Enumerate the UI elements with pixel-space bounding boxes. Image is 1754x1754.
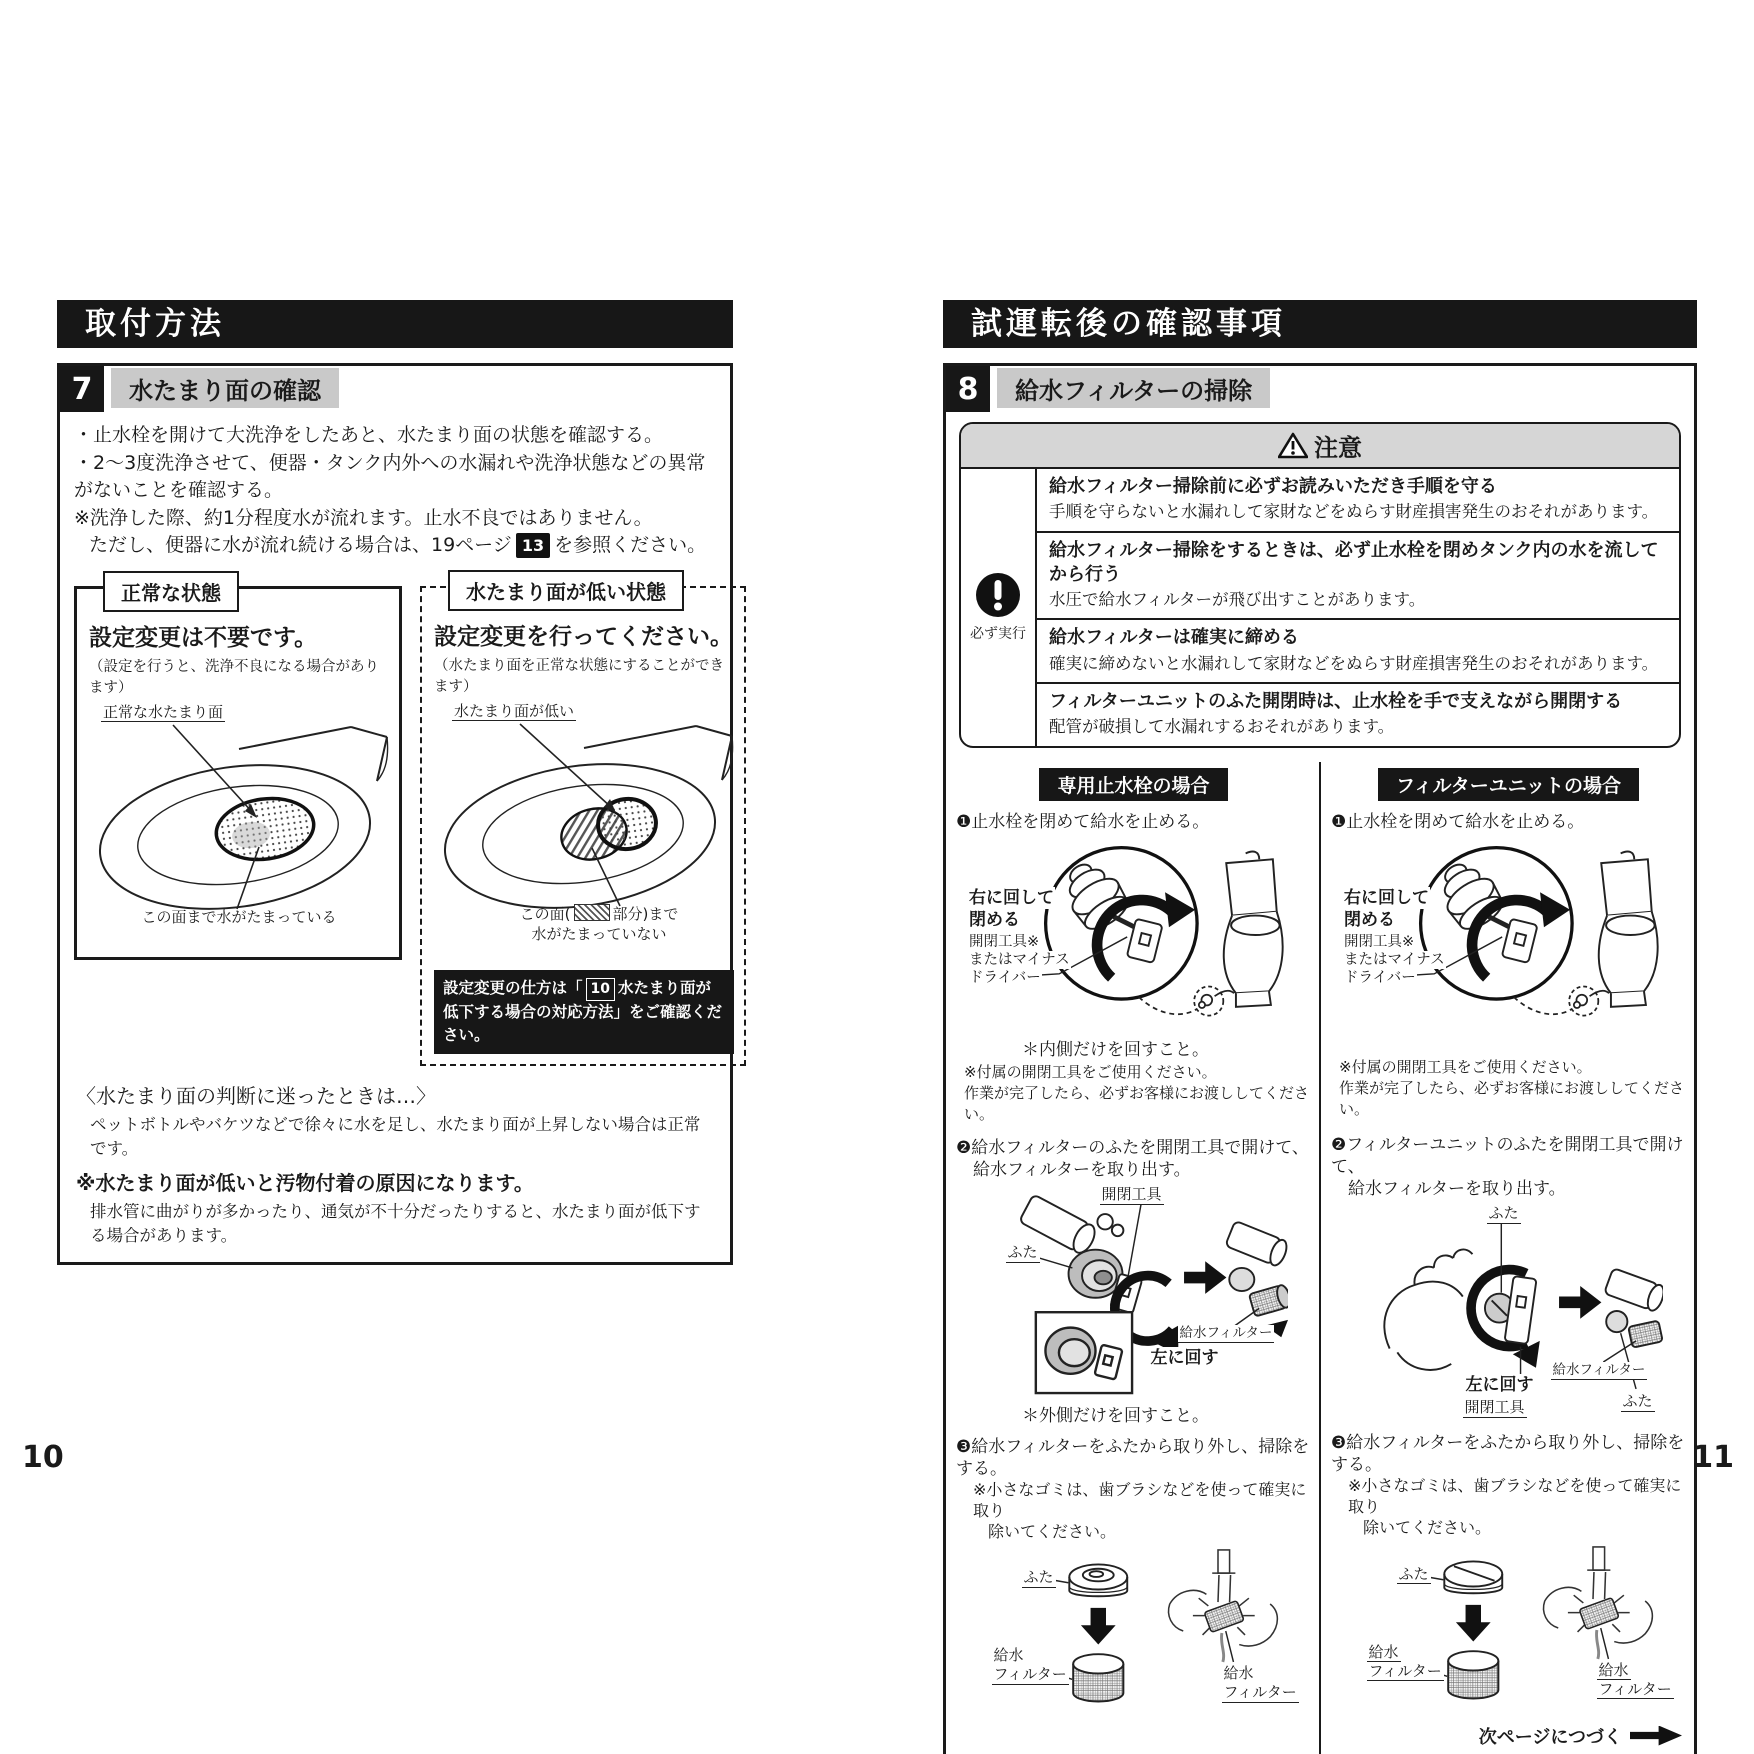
toilet-bowl-top-view-low bbox=[434, 722, 734, 922]
turn-right-label: 右に回して bbox=[1344, 887, 1429, 908]
close-label: 閉める bbox=[969, 909, 1020, 930]
page-11 bbox=[943, 300, 1697, 1754]
note-text: 設定変更の仕方は「 bbox=[443, 978, 583, 997]
ref-text: ただし、便器に水が流れ続ける場合は、19ページ bbox=[89, 534, 512, 557]
filter-label-line1: 給水 bbox=[993, 1646, 1024, 1665]
filter-clean-figure bbox=[1359, 1545, 1672, 1713]
mandatory-label: 必ず実行 bbox=[970, 625, 1026, 642]
caution-rows bbox=[1037, 469, 1679, 746]
lid-label: ふた bbox=[1007, 1242, 1038, 1261]
tool-usage-note: ※付属の開閉工具をご使用ください。 bbox=[1339, 1057, 1592, 1076]
low-subheading: （水たまり面を正常な状態にすることができます） bbox=[434, 657, 724, 695]
toilet-side-view bbox=[1599, 851, 1658, 1006]
column-stop-valve bbox=[946, 762, 1321, 1754]
filter-label-line2: フィルター bbox=[993, 1665, 1067, 1684]
section-ref-badge: 10 bbox=[586, 978, 615, 1001]
caution-body bbox=[961, 469, 1679, 746]
section-title: 水たまり面の確認 bbox=[111, 368, 339, 408]
caution-rule: 給水フィルター掃除前に必ずお読みいただき手順を守る bbox=[1049, 476, 1497, 497]
filter-remove-drawing bbox=[980, 1185, 1288, 1399]
section-number: 8 bbox=[946, 366, 990, 412]
judgement-title: 〈水たまり面の判断に迷ったときは…〉 bbox=[76, 1084, 436, 1109]
normal-heading: 設定変更は不要です。 bbox=[89, 624, 318, 651]
step-3-line3: 除いてください。 bbox=[988, 1521, 1117, 1541]
toilet-bowl-top-view bbox=[89, 723, 389, 923]
tool-label: 開閉工具※ bbox=[969, 933, 1040, 950]
tool-usage-note: ※付属の開閉工具をご使用ください。 bbox=[964, 1062, 1217, 1081]
caution-detail: 手順を守らないと水漏れして家財などをぬらす財産損害発生のおそれがあります。 bbox=[1049, 502, 1659, 522]
water-low-label: 水たまり面が低い bbox=[454, 701, 575, 720]
normal-subheading: （設定を行うと、洗浄不良になる場合があります） bbox=[89, 658, 379, 696]
bullet-line: ※洗浄した際、約1分程度水が流れます。止水不良ではありません。 bbox=[74, 506, 653, 529]
tool-label: 開閉工具 bbox=[1101, 1184, 1162, 1203]
section-7-head bbox=[60, 366, 730, 412]
water-level-note: この面まで水がたまっている bbox=[141, 907, 337, 926]
filter-remove-figure bbox=[980, 1185, 1288, 1399]
section-8-box bbox=[943, 363, 1697, 1754]
turn-left-label: 左に回す bbox=[1150, 1347, 1219, 1368]
column-filter-unit bbox=[1321, 762, 1694, 1754]
filter-label-line2: フィルター bbox=[1598, 1679, 1672, 1698]
filter-unit-remove-figure bbox=[1355, 1204, 1663, 1418]
next-arrow-icon bbox=[1184, 1261, 1226, 1294]
step-3-line1: ❸給水フィルターをふたから取り外し、掃除をする。 bbox=[1331, 1432, 1685, 1476]
column-header-stop-valve: 専用止水栓の場合 bbox=[1039, 768, 1227, 801]
judgement-help bbox=[76, 1080, 714, 1246]
step-2-line1: ❷給水フィルターのふたを開閉工具で開けて、 bbox=[956, 1137, 1309, 1158]
inset-magnified-cap bbox=[1035, 1312, 1131, 1393]
procedure-columns bbox=[946, 762, 1694, 1754]
continue-arrow-icon bbox=[1630, 1726, 1682, 1746]
check-instructions bbox=[74, 422, 716, 560]
note-text: 水がたまっていない bbox=[531, 924, 667, 943]
next-arrow-icon bbox=[1559, 1286, 1601, 1319]
tool-label: またはマイナス bbox=[969, 951, 1070, 968]
page-title-after-test: 試運転後の確認事項 bbox=[943, 300, 1697, 348]
caution-row bbox=[1037, 533, 1679, 621]
step-3-line1: ❸給水フィルターをふたから取り外し、掃除をする。 bbox=[956, 1436, 1310, 1479]
outer-turn-note: ＊外側だけを回すこと。 bbox=[1022, 1405, 1209, 1426]
column-header-filter-unit: フィルターユニットの場合 bbox=[1378, 768, 1639, 801]
step-2 bbox=[956, 1137, 1311, 1181]
step-1: ❶止水栓を閉めて給水を止める。 bbox=[956, 811, 1210, 832]
step-2 bbox=[1331, 1134, 1686, 1200]
lid-label: ふた bbox=[1488, 1203, 1519, 1222]
stop-valve-close-figure bbox=[966, 837, 1301, 1033]
continue-next-page bbox=[1331, 1723, 1686, 1749]
filter-label-line1: 給水 bbox=[1368, 1642, 1399, 1661]
note-text: 部分)まで bbox=[612, 904, 679, 923]
judgement-line: 排水管に曲がりが多かったり、通気が不十分だったりすると、水たまり面が低下する場合があります。 bbox=[90, 1202, 701, 1246]
step-2-line2: 給水フィルターを取り出す。 bbox=[1348, 1178, 1566, 1199]
section-8-head bbox=[946, 366, 1694, 412]
caution-rule: 給水フィルター掃除をするときは、必ず止水栓を閉めタンク内の水を流してから行う bbox=[1049, 539, 1659, 585]
tool-label: 開閉工具※ bbox=[1344, 933, 1415, 950]
note-text: この面( bbox=[519, 904, 571, 923]
step-2-line1: ❷フィルターユニットのふたを開閉工具で開けて、 bbox=[1331, 1134, 1684, 1177]
step-3-line2: ※小さなゴミは、歯ブラシなどを使って確実に取り bbox=[973, 1480, 1307, 1520]
caution-box bbox=[959, 422, 1681, 748]
judgement-line: ペットボトルやバケツなどで徐々に水を足し、水たまり面が上昇しない場合は正常です。 bbox=[90, 1115, 701, 1159]
tool-label: ドライバー bbox=[969, 969, 1041, 986]
toilet-side-view bbox=[1224, 851, 1283, 1006]
filter-label-line1: 給水 bbox=[1223, 1664, 1254, 1683]
normal-state-box bbox=[74, 580, 402, 960]
section-title: 給水フィルターの掃除 bbox=[997, 368, 1270, 408]
caution-row bbox=[1037, 684, 1679, 746]
hand-outline bbox=[1384, 1249, 1472, 1369]
caution-detail: 確実に締めないと水漏れして家財などをぬらす財産損害発生のおそれがあります。 bbox=[1049, 653, 1659, 673]
continue-text: 次ページにつづく bbox=[1478, 1726, 1622, 1748]
tool-label: またはマイナス bbox=[1344, 951, 1445, 968]
step-3 bbox=[956, 1436, 1311, 1543]
washing-scene bbox=[1168, 1550, 1277, 1662]
inner-turn-note: ＊内側だけを回すこと。 bbox=[1022, 1039, 1209, 1060]
low-state-box bbox=[420, 579, 746, 1067]
bullet-line: ・2〜3度洗浄させて、便器・タンク内外への水漏れや洗浄状態などの異常がないことを確認する。 bbox=[74, 451, 706, 502]
tool-return-note: 作業が完了したら、必ずお客様にお渡ししてください。 bbox=[1339, 1078, 1685, 1118]
turn-right-label: 右に回して bbox=[969, 887, 1054, 908]
page-ref-badge: 13 bbox=[516, 533, 550, 558]
caution-detail: 配管が破損して水漏れするおそれがあります。 bbox=[1049, 717, 1395, 737]
judgement-warning: ※水たまり面が低いと汚物付着の原因になります。 bbox=[76, 1171, 534, 1196]
filter-label-line1: 給水 bbox=[1598, 1660, 1629, 1679]
lid-label: ふた bbox=[1023, 1568, 1054, 1587]
step-3 bbox=[1331, 1432, 1686, 1539]
tool-label: 開閉工具 bbox=[1464, 1397, 1525, 1416]
state-comparison bbox=[74, 579, 733, 1067]
filter-clean-figure bbox=[984, 1548, 1297, 1716]
filter-label: 給水フィルター bbox=[1179, 1324, 1273, 1341]
tool-label: ドライバー bbox=[1344, 969, 1416, 986]
stop-valve-close-figure bbox=[1341, 837, 1676, 1033]
close-label: 閉める bbox=[1344, 909, 1395, 930]
page-title-install: 取付方法 bbox=[57, 300, 733, 348]
caution-row bbox=[1037, 620, 1679, 684]
filter-label-line2: フィルター bbox=[1223, 1683, 1297, 1702]
step-1: ❶止水栓を閉めて給水を止める。 bbox=[1331, 811, 1585, 832]
caution-detail: 水圧で給水フィルターが飛び出すことがあります。 bbox=[1049, 590, 1426, 610]
filter-label-line2: フィルター bbox=[1368, 1661, 1442, 1680]
caution-title-text: 注意 bbox=[1314, 434, 1362, 462]
warning-triangle-icon bbox=[1278, 432, 1308, 459]
lid-label: ふた bbox=[1398, 1564, 1429, 1583]
caution-rule: フィルターユニットのふた開閉時は、止水栓を手で支えながら開閉する bbox=[1049, 690, 1623, 712]
filter-label: 給水フィルター bbox=[1552, 1361, 1646, 1378]
page-10 bbox=[57, 300, 733, 1265]
washing-scene bbox=[1543, 1546, 1652, 1658]
bullet-line bbox=[74, 532, 716, 560]
step-3-line3: 除いてください。 bbox=[1363, 1517, 1492, 1537]
page-number-11: 11 bbox=[1692, 1440, 1734, 1475]
caution-title bbox=[961, 424, 1679, 469]
water-missing-note bbox=[464, 904, 734, 945]
mandatory-action-column bbox=[961, 469, 1037, 746]
section-7-box bbox=[57, 363, 733, 1265]
caution-rule: 給水フィルターは確実に締める bbox=[1049, 627, 1299, 649]
water-surface-label: 正常な水たまり面 bbox=[103, 702, 224, 721]
caution-row bbox=[1037, 469, 1679, 533]
hatch-swatch-icon bbox=[574, 904, 610, 921]
step-2-line2: 給水フィルターを取り出す。 bbox=[973, 1159, 1191, 1180]
low-heading: 設定変更を行ってください。 bbox=[434, 623, 733, 650]
mandatory-exclamation-icon bbox=[975, 572, 1021, 618]
page-number-10: 10 bbox=[22, 1440, 64, 1475]
tool-return-note: 作業が完了したら、必ずお客様にお渡ししてください。 bbox=[964, 1083, 1310, 1123]
turn-left-label: 左に回す bbox=[1465, 1374, 1534, 1395]
note-text: 水たまり面が低下する場合の対応方法」をご確認ください。 bbox=[443, 978, 723, 1044]
low-state-title: 水たまり面が低い状態 bbox=[448, 570, 684, 611]
normal-state-title: 正常な状態 bbox=[103, 571, 239, 612]
lid-label: ふた bbox=[1622, 1391, 1653, 1410]
section-number: 7 bbox=[60, 366, 104, 412]
setting-change-note bbox=[434, 970, 734, 1055]
toilet-bowl-low-figure bbox=[434, 701, 734, 943]
ref-text: を参照ください。 bbox=[554, 534, 707, 557]
bullet-line: ・止水栓を開けて大洗浄をしたあと、水たまり面の状態を確認する。 bbox=[74, 424, 664, 446]
toilet-bowl-normal-figure bbox=[89, 703, 389, 925]
step-3-line2: ※小さなゴミは、歯ブラシなどを使って確実に取り bbox=[1348, 1476, 1682, 1516]
